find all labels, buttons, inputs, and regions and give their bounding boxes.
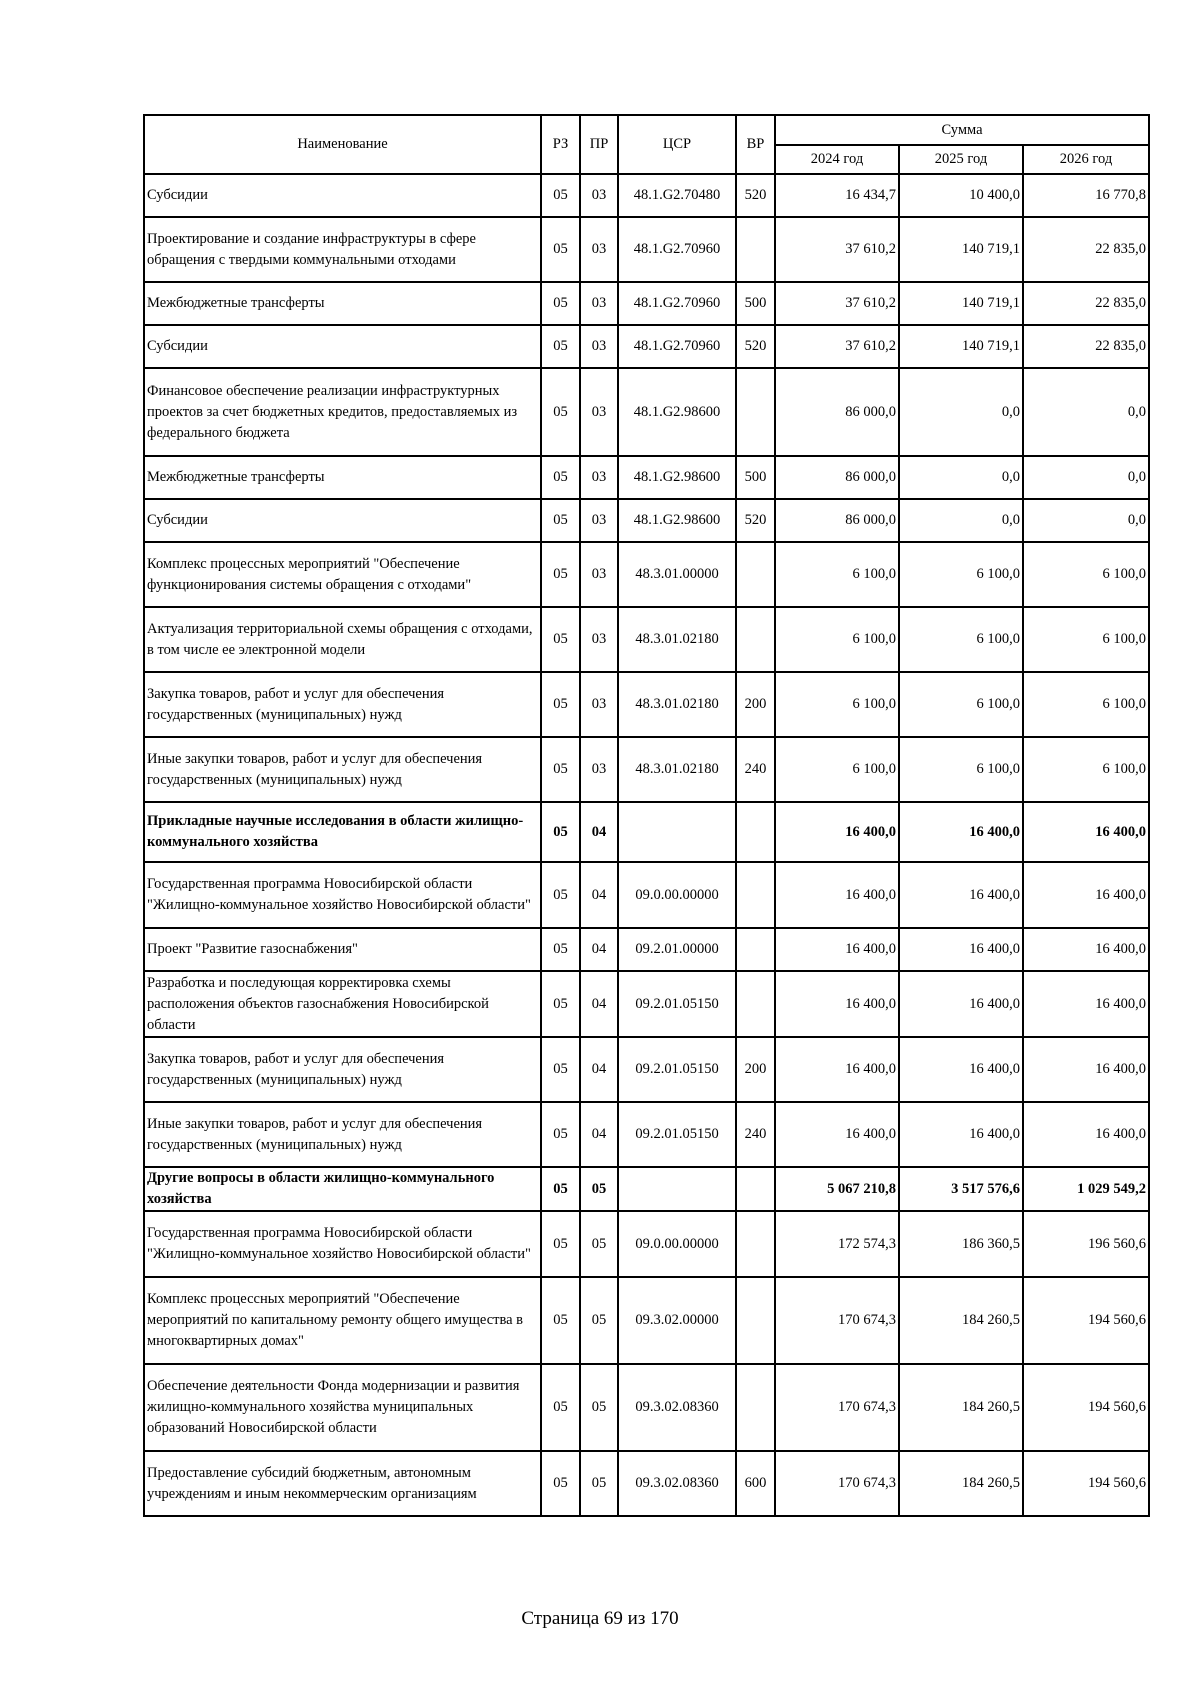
table-row [144,862,1149,928]
cell-pr: 03 [580,672,618,737]
cell-2026: 22 835,0 [1023,325,1149,368]
cell-csr: 48.3.01.02180 [618,672,736,737]
cell-rz: 05 [541,1211,580,1277]
cell-2026: 22 835,0 [1023,217,1149,282]
cell-name: Комплекс процессных мероприятий "Обеспечение функционирования системы обращения с отходами" [144,542,541,607]
cell-vr [736,217,775,282]
cell-2026: 6 100,0 [1023,542,1149,607]
cell-2026: 16 400,0 [1023,971,1149,1037]
table-row [144,456,1149,499]
header-csr: ЦСР [618,115,736,174]
cell-vr: 520 [736,499,775,542]
cell-pr: 03 [580,174,618,217]
table-row [144,802,1149,862]
cell-vr [736,1277,775,1364]
cell-2024: 16 400,0 [775,802,899,862]
cell-vr [736,542,775,607]
cell-csr: 48.1.G2.70960 [618,282,736,325]
header-name: Наименование [144,115,541,174]
table-body [144,174,1149,1516]
header-pr: ПР [580,115,618,174]
table-row [144,1277,1149,1364]
cell-csr: 48.1.G2.98600 [618,499,736,542]
cell-rz: 05 [541,282,580,325]
cell-name: Межбюджетные трансферты [144,456,541,499]
cell-vr: 520 [736,174,775,217]
cell-2025: 6 100,0 [899,607,1023,672]
cell-pr: 03 [580,499,618,542]
cell-pr: 05 [580,1211,618,1277]
cell-rz: 05 [541,737,580,802]
cell-pr: 03 [580,607,618,672]
cell-vr [736,1211,775,1277]
cell-pr: 03 [580,737,618,802]
cell-name: Другие вопросы в области жилищно-коммунального хозяйства [144,1167,541,1211]
table-row [144,928,1149,971]
cell-2026: 0,0 [1023,456,1149,499]
cell-rz: 05 [541,672,580,737]
header-year-2026: 2026 год [1023,145,1149,174]
cell-2024: 37 610,2 [775,217,899,282]
cell-vr: 240 [736,1102,775,1167]
table-row [144,1037,1149,1102]
cell-2025: 140 719,1 [899,325,1023,368]
cell-pr: 03 [580,456,618,499]
cell-vr [736,802,775,862]
cell-name: Субсидии [144,325,541,368]
header-rz: РЗ [541,115,580,174]
cell-vr [736,607,775,672]
cell-name: Закупка товаров, работ и услуг для обеспечения государственных (муниципальных) нужд [144,672,541,737]
cell-rz: 05 [541,607,580,672]
cell-pr: 04 [580,1037,618,1102]
cell-csr: 09.2.01.00000 [618,928,736,971]
cell-2025: 16 400,0 [899,1102,1023,1167]
table-row [144,217,1149,282]
cell-csr [618,1167,736,1211]
cell-csr [618,802,736,862]
cell-name: Обеспечение деятельности Фонда модернизации и развития жилищно-коммунального хозяйства муниципальных образований Новосибирской области [144,1364,541,1451]
cell-rz: 05 [541,325,580,368]
cell-2025: 16 400,0 [899,862,1023,928]
cell-pr: 05 [580,1277,618,1364]
cell-vr: 500 [736,456,775,499]
cell-rz: 05 [541,862,580,928]
cell-pr: 04 [580,862,618,928]
table-row [144,1167,1149,1211]
cell-2024: 6 100,0 [775,672,899,737]
cell-2025: 0,0 [899,368,1023,456]
cell-2025: 184 260,5 [899,1364,1023,1451]
cell-2026: 6 100,0 [1023,737,1149,802]
table-row [144,672,1149,737]
cell-vr: 600 [736,1451,775,1516]
cell-vr [736,368,775,456]
cell-pr: 05 [580,1364,618,1451]
cell-rz: 05 [541,368,580,456]
cell-csr: 09.3.02.08360 [618,1364,736,1451]
cell-name: Предоставление субсидий бюджетным, автономным учреждениям и иным некоммерческим организациям [144,1451,541,1516]
table-row [144,282,1149,325]
cell-name: Субсидии [144,174,541,217]
cell-2026: 194 560,6 [1023,1451,1149,1516]
cell-2024: 86 000,0 [775,456,899,499]
cell-2025: 186 360,5 [899,1211,1023,1277]
cell-csr: 48.1.G2.70480 [618,174,736,217]
cell-2026: 196 560,6 [1023,1211,1149,1277]
cell-2025: 10 400,0 [899,174,1023,217]
cell-2026: 0,0 [1023,499,1149,542]
cell-2024: 16 400,0 [775,1037,899,1102]
cell-vr [736,862,775,928]
cell-vr: 520 [736,325,775,368]
cell-name: Государственная программа Новосибирской области "Жилищно-коммунальное хозяйство Новосибирской области" [144,1211,541,1277]
cell-vr: 200 [736,672,775,737]
cell-rz: 05 [541,174,580,217]
header-sum: Сумма [775,115,1149,145]
cell-2024: 172 574,3 [775,1211,899,1277]
cell-rz: 05 [541,971,580,1037]
table-row [144,325,1149,368]
cell-pr: 03 [580,325,618,368]
cell-csr: 09.3.02.08360 [618,1451,736,1516]
cell-2026: 16 400,0 [1023,862,1149,928]
cell-name: Проектирование и создание инфраструктуры в сфере обращения с твердыми коммунальными отходами [144,217,541,282]
cell-2026: 16 400,0 [1023,1037,1149,1102]
cell-2025: 184 260,5 [899,1451,1023,1516]
cell-2025: 140 719,1 [899,217,1023,282]
cell-pr: 05 [580,1167,618,1211]
cell-csr: 09.0.00.00000 [618,862,736,928]
cell-name: Проект "Развитие газоснабжения" [144,928,541,971]
table-row [144,607,1149,672]
cell-2024: 16 434,7 [775,174,899,217]
page-number: Страница 69 из 170 [521,1608,679,1629]
cell-rz: 05 [541,1277,580,1364]
cell-pr: 03 [580,542,618,607]
cell-csr: 09.2.01.05150 [618,1102,736,1167]
cell-name: Актуализация территориальной схемы обращения с отходами, в том числе ее электронной модели [144,607,541,672]
cell-pr: 04 [580,802,618,862]
cell-2024: 86 000,0 [775,499,899,542]
cell-2026: 16 770,8 [1023,174,1149,217]
cell-pr: 03 [580,217,618,282]
cell-csr: 48.1.G2.70960 [618,325,736,368]
cell-rz: 05 [541,928,580,971]
cell-2024: 16 400,0 [775,971,899,1037]
cell-csr: 09.0.00.00000 [618,1211,736,1277]
cell-rz: 05 [541,1167,580,1211]
budget-table [143,114,1150,1517]
cell-name: Государственная программа Новосибирской области "Жилищно-коммунальное хозяйство Новосибирской области" [144,862,541,928]
cell-rz: 05 [541,1102,580,1167]
cell-2024: 170 674,3 [775,1277,899,1364]
cell-csr: 09.2.01.05150 [618,1037,736,1102]
cell-vr: 500 [736,282,775,325]
cell-pr: 05 [580,1451,618,1516]
cell-vr [736,1167,775,1211]
cell-2026: 22 835,0 [1023,282,1149,325]
cell-name: Межбюджетные трансферты [144,282,541,325]
cell-2024: 16 400,0 [775,862,899,928]
cell-pr: 04 [580,1102,618,1167]
cell-vr [736,1364,775,1451]
cell-2025: 6 100,0 [899,737,1023,802]
cell-csr: 48.3.01.02180 [618,737,736,802]
header-year-2024: 2024 год [775,145,899,174]
cell-csr: 09.3.02.00000 [618,1277,736,1364]
cell-2025: 3 517 576,6 [899,1167,1023,1211]
cell-csr: 48.1.G2.70960 [618,217,736,282]
cell-2026: 16 400,0 [1023,928,1149,971]
cell-vr [736,928,775,971]
cell-name: Иные закупки товаров, работ и услуг для обеспечения государственных (муниципальных) нужд [144,737,541,802]
cell-2025: 184 260,5 [899,1277,1023,1364]
cell-rz: 05 [541,499,580,542]
cell-name: Иные закупки товаров, работ и услуг для обеспечения государственных (муниципальных) нужд [144,1102,541,1167]
table-row [144,1102,1149,1167]
cell-name: Финансовое обеспечение реализации инфраструктурных проектов за счет бюджетных кредитов, предоставляемых из федерального бюджета [144,368,541,456]
cell-csr: 48.1.G2.98600 [618,368,736,456]
cell-pr: 04 [580,971,618,1037]
cell-2026: 0,0 [1023,368,1149,456]
cell-2024: 6 100,0 [775,737,899,802]
table-row [144,1364,1149,1451]
cell-2024: 16 400,0 [775,1102,899,1167]
cell-2025: 16 400,0 [899,1037,1023,1102]
table-row [144,971,1149,1037]
cell-name: Разработка и последующая корректировка схемы расположения объектов газоснабжения Новосибирской области [144,971,541,1037]
cell-2025: 140 719,1 [899,282,1023,325]
cell-rz: 05 [541,217,580,282]
cell-2024: 5 067 210,8 [775,1167,899,1211]
cell-2025: 16 400,0 [899,971,1023,1037]
cell-2024: 86 000,0 [775,368,899,456]
table-row [144,174,1149,217]
cell-2024: 37 610,2 [775,325,899,368]
cell-pr: 04 [580,928,618,971]
cell-2024: 37 610,2 [775,282,899,325]
cell-2024: 16 400,0 [775,928,899,971]
cell-csr: 09.2.01.05150 [618,971,736,1037]
cell-vr [736,971,775,1037]
table-row [144,1451,1149,1516]
cell-rz: 05 [541,542,580,607]
cell-pr: 03 [580,282,618,325]
cell-2024: 170 674,3 [775,1364,899,1451]
cell-rz: 05 [541,456,580,499]
cell-2025: 16 400,0 [899,802,1023,862]
cell-csr: 48.1.G2.98600 [618,456,736,499]
table-row [144,499,1149,542]
cell-vr: 200 [736,1037,775,1102]
cell-2025: 0,0 [899,499,1023,542]
cell-csr: 48.3.01.02180 [618,607,736,672]
cell-rz: 05 [541,1364,580,1451]
header-year-2025: 2025 год [899,145,1023,174]
table-row [144,542,1149,607]
table-row [144,368,1149,456]
cell-2026: 6 100,0 [1023,672,1149,737]
cell-2025: 0,0 [899,456,1023,499]
cell-2024: 6 100,0 [775,607,899,672]
cell-2024: 6 100,0 [775,542,899,607]
cell-2025: 16 400,0 [899,928,1023,971]
table-row [144,737,1149,802]
cell-2026: 194 560,6 [1023,1364,1149,1451]
cell-2026: 16 400,0 [1023,1102,1149,1167]
header-vr: ВР [736,115,775,174]
cell-name: Субсидии [144,499,541,542]
cell-csr: 48.3.01.00000 [618,542,736,607]
cell-name: Прикладные научные исследования в области жилищно-коммунального хозяйства [144,802,541,862]
cell-2025: 6 100,0 [899,672,1023,737]
cell-pr: 03 [580,368,618,456]
cell-2024: 170 674,3 [775,1451,899,1516]
cell-2026: 16 400,0 [1023,802,1149,862]
cell-rz: 05 [541,1037,580,1102]
cell-2026: 6 100,0 [1023,607,1149,672]
cell-name: Комплекс процессных мероприятий "Обеспечение мероприятий по капитальному ремонту общего имущества в многоквартирных домах" [144,1277,541,1364]
cell-rz: 05 [541,1451,580,1516]
cell-2025: 6 100,0 [899,542,1023,607]
cell-2026: 194 560,6 [1023,1277,1149,1364]
cell-2026: 1 029 549,2 [1023,1167,1149,1211]
cell-vr: 240 [736,737,775,802]
table-row [144,1211,1149,1277]
cell-name: Закупка товаров, работ и услуг для обеспечения государственных (муниципальных) нужд [144,1037,541,1102]
cell-rz: 05 [541,802,580,862]
